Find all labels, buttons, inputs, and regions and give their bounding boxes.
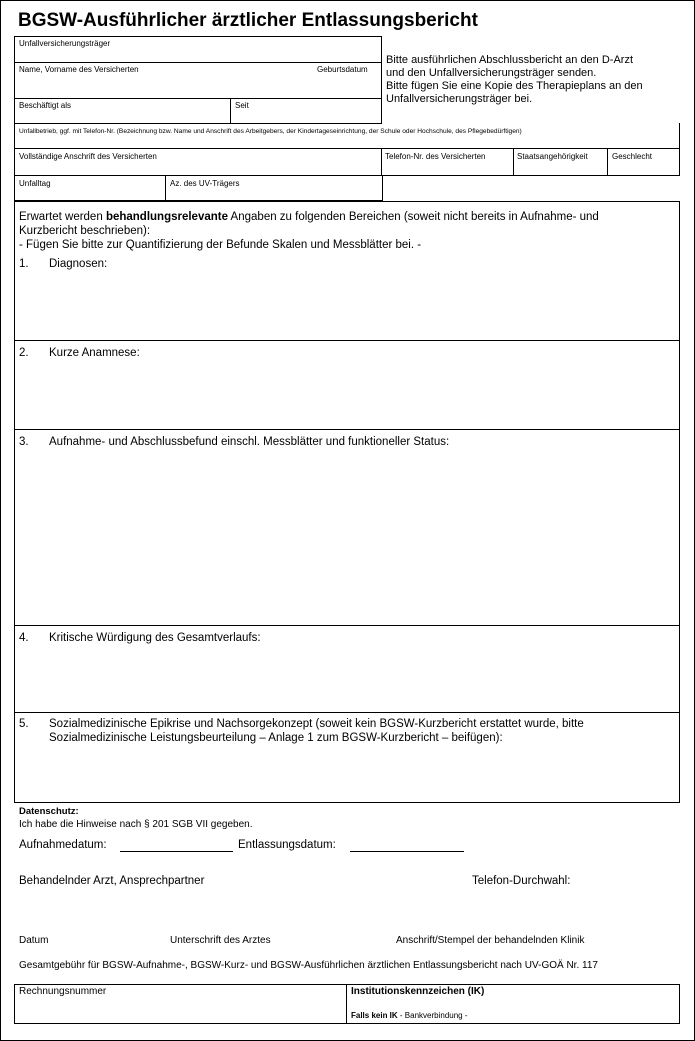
aufnahmedatum-field[interactable] (120, 851, 233, 852)
instructions-text: Bitte ausführlichen Abschlussbericht an den D-Arzt und den Unfallversicherungsträger senden. Bitte fügen Sie eine Kopie des Therapieplans an den Unfallversicherungsträger bei. (386, 54, 643, 105)
ik-field[interactable] (348, 999, 678, 1009)
geschlecht-field[interactable] (608, 162, 678, 174)
rechnungsnummer-label: Rechnungsnummer (19, 986, 107, 997)
aufnahmedatum-label: Aufnahmedatum: (19, 839, 107, 851)
anamnese-field[interactable] (15, 362, 678, 428)
stempel-label: Anschrift/Stempel der behandelnden Klinik (396, 935, 585, 946)
geschlecht-label: Geschlecht (612, 152, 653, 161)
unfallversicherungstraeger-field[interactable] (15, 49, 381, 61)
telefon-versicherter-field[interactable] (382, 162, 512, 174)
staatsangehoerigkeit-label: Staatsangehörigkeit (517, 152, 588, 161)
name-label: Name, Vorname des Versicherten (19, 65, 139, 74)
section-5-number: 5. (19, 718, 29, 730)
intro-line-3: - Fügen Sie bitte zur Quantifizierung der Befunde Skalen und Messblätter bei. - (19, 239, 422, 251)
staatsangehoerigkeit-field[interactable] (514, 162, 606, 174)
az-field[interactable] (166, 189, 381, 199)
entlassungsdatum-label: Entlassungsdatum: (238, 839, 336, 851)
unfallbetrieb-field[interactable] (15, 137, 678, 148)
section-2-label: Kurze Anamnese: (49, 347, 140, 359)
section-1-label: Diagnosen: (49, 258, 108, 270)
unfalltag-label: Unfalltag (19, 179, 51, 188)
beschaeftigt-field[interactable] (15, 111, 229, 122)
entlassungsdatum-field[interactable] (350, 851, 464, 852)
datum-label: Datum (19, 935, 49, 946)
seit-field[interactable] (231, 111, 380, 122)
form-title: BGSW-Ausführlicher ärztlicher Entlassungsbericht (18, 10, 478, 31)
falls-kein-ik-text: Falls kein IK - Bankverbindung - (351, 1011, 468, 1020)
seit-label: Seit (235, 101, 249, 110)
gebuehr-text: Gesamtgebühr für BGSW-Aufnahme-, BGSW-Kurz- und BGSW-Ausführlichen ärztlichen Entlassungsbericht nach UV-GOÄ Nr. 117 (19, 960, 598, 971)
geburtsdatum-label: Geburtsdatum (317, 65, 368, 74)
rechnungsnummer-field[interactable] (15, 999, 345, 1022)
az-label: Az. des UV-Trägers (170, 179, 240, 188)
telefon-durchwahl-label: Telefon-Durchwahl: (472, 875, 571, 887)
section-3-number: 3. (19, 436, 29, 448)
intro-line-1: Erwartet werden behandlungsrelevante Angaben zu folgenden Bereichen (soweit nicht bereits in Aufnahme- und (19, 211, 599, 223)
diagnosen-field[interactable] (15, 273, 678, 339)
datenschutz-text: Ich habe die Hinweise nach § 201 SGB VII gegeben. (19, 819, 253, 830)
ik-label: Institutionskennzeichen (IK) (351, 986, 485, 997)
unfallversicherungstraeger-label: Unfallversicherungsträger (19, 39, 111, 48)
gesamtverlauf-field[interactable] (15, 647, 678, 711)
section-4-number: 4. (19, 632, 29, 644)
section-1-number: 1. (19, 258, 29, 270)
section-4-label: Kritische Würdigung des Gesamtverlaufs: (49, 632, 261, 644)
anschrift-field[interactable] (15, 162, 380, 174)
intro-line-2: Kurzbericht beschrieben): (19, 225, 151, 237)
telefon-versicherter-label: Telefon-Nr. des Versicherten (385, 152, 486, 161)
anschrift-label: Vollständige Anschrift des Versicherten (19, 152, 157, 161)
befund-field[interactable] (15, 451, 678, 624)
unfallbetrieb-label: Unfallbetrieb, ggf. mit Telefon-Nr. (Bezeichnung bzw. Name und Anschrift des Arbeitgebers, der Kindertageseinrichtung, der Schule oder Hochschule, des Pflegebedürftigen) (19, 128, 522, 135)
unterschrift-label: Unterschrift des Arztes (170, 935, 271, 946)
section-2-number: 2. (19, 347, 29, 359)
name-geburtsdatum-field[interactable] (15, 75, 381, 97)
beschaeftigt-label: Beschäftigt als (19, 101, 72, 110)
section-5-label: Sozialmedizinische Epikrise und Nachsorgekonzept (soweit kein BGSW-Kurzbericht erstattet wurde, bitte (49, 718, 584, 730)
section-3-label: Aufnahme- und Abschlussbefund einschl. Messblätter und funktioneller Status: (49, 436, 450, 448)
section-5-label-2: Sozialmedizinische Leistungsbeurteilung – Anlage 1 zum BGSW-Kurzbericht – beifügen): (49, 732, 503, 744)
datenschutz-title: Datenschutz: (19, 806, 79, 817)
unfalltag-field[interactable] (15, 189, 164, 199)
epikrise-field[interactable] (15, 747, 678, 801)
arzt-label: Behandelnder Arzt, Ansprechpartner (19, 875, 205, 887)
